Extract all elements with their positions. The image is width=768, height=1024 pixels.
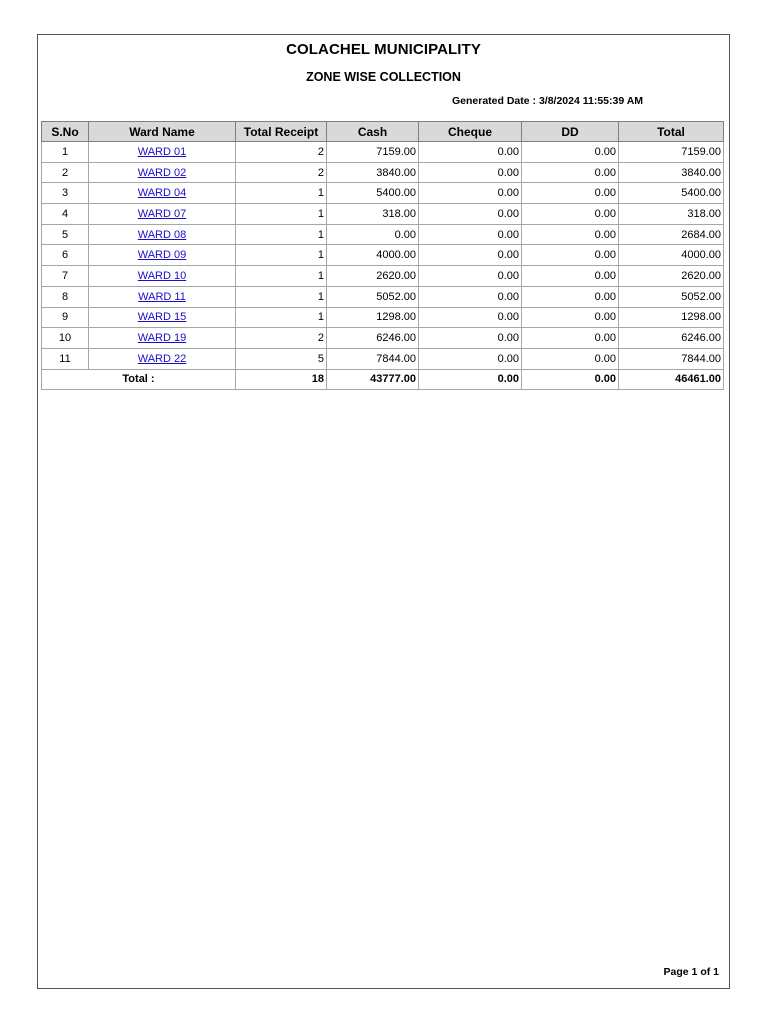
table-row (42, 307, 724, 328)
cell-total: 7159.00 (619, 142, 724, 163)
ward-link[interactable]: WARD 04 (137, 187, 187, 200)
cell-ward-name (89, 245, 236, 266)
cell-ward-name (89, 183, 236, 204)
ward-link[interactable]: WARD 07 (137, 207, 187, 220)
cell-ward-name (89, 286, 236, 307)
report-title: COLACHEL MUNICIPALITY (286, 41, 481, 58)
ward-link[interactable]: WARD 01 (137, 145, 187, 158)
report-subtitle: ZONE WISE COLLECTION (306, 70, 461, 84)
cell-ward-name (89, 142, 236, 163)
cell-cash: 3840.00 (327, 162, 419, 183)
total-cheque: 0.00 (419, 369, 522, 390)
cell-cash: 6246.00 (327, 328, 419, 349)
cell-total-receipt: 1 (236, 245, 327, 266)
table-row (42, 286, 724, 307)
cell-cash: 1298.00 (327, 307, 419, 328)
total-label: Total : (42, 369, 236, 390)
total-row (42, 369, 724, 390)
cell-cheque: 0.00 (419, 183, 522, 204)
cell-total-receipt: 2 (236, 328, 327, 349)
cell-ward-name (89, 307, 236, 328)
cell-total: 2620.00 (619, 266, 724, 287)
table-row (42, 142, 724, 163)
table-row (42, 224, 724, 245)
cell-sno: 8 (42, 286, 89, 307)
cell-ward-name (89, 348, 236, 369)
generated-date: Generated Date : 3/8/2024 11:55:39 AM (452, 95, 644, 107)
cell-ward-name (89, 328, 236, 349)
cell-dd: 0.00 (522, 328, 619, 349)
cell-sno: 11 (42, 348, 89, 369)
cell-total: 318.00 (619, 204, 724, 225)
ward-link[interactable]: WARD 09 (137, 249, 187, 262)
table-row (42, 328, 724, 349)
cell-total-receipt: 2 (236, 162, 327, 183)
cell-total: 6246.00 (619, 328, 724, 349)
cell-sno: 5 (42, 224, 89, 245)
ward-link[interactable]: WARD 19 (137, 332, 187, 345)
cell-cash: 0.00 (327, 224, 419, 245)
cell-cheque: 0.00 (419, 328, 522, 349)
cell-cheque: 0.00 (419, 224, 522, 245)
cell-total-receipt: 1 (236, 286, 327, 307)
cell-total: 2684.00 (619, 224, 724, 245)
total-cash: 43777.00 (327, 369, 419, 390)
cell-dd: 0.00 (522, 224, 619, 245)
cell-cash: 7844.00 (327, 348, 419, 369)
cell-cheque: 0.00 (419, 245, 522, 266)
table-row (42, 245, 724, 266)
table-row (42, 204, 724, 225)
table-row (42, 266, 724, 287)
cell-dd: 0.00 (522, 307, 619, 328)
cell-total: 7844.00 (619, 348, 724, 369)
cell-cash: 5052.00 (327, 286, 419, 307)
cell-sno: 6 (42, 245, 89, 266)
cell-sno: 9 (42, 307, 89, 328)
cell-dd: 0.00 (522, 162, 619, 183)
cell-total-receipt: 5 (236, 348, 327, 369)
total-receipts: 18 (236, 369, 327, 390)
cell-cheque: 0.00 (419, 142, 522, 163)
cell-sno: 3 (42, 183, 89, 204)
cell-ward-name (89, 162, 236, 183)
header-total-receipt: Total Receipt (236, 122, 327, 142)
cell-sno: 7 (42, 266, 89, 287)
cell-total: 5052.00 (619, 286, 724, 307)
cell-cheque: 0.00 (419, 348, 522, 369)
ward-link[interactable]: WARD 08 (137, 228, 187, 241)
cell-cash: 318.00 (327, 204, 419, 225)
cell-ward-name (89, 266, 236, 287)
cell-cheque: 0.00 (419, 286, 522, 307)
cell-total: 1298.00 (619, 307, 724, 328)
cell-sno: 4 (42, 204, 89, 225)
cell-total-receipt: 1 (236, 307, 327, 328)
cell-total: 4000.00 (619, 245, 724, 266)
cell-total: 3840.00 (619, 162, 724, 183)
table-body (42, 142, 724, 370)
cell-cheque: 0.00 (419, 204, 522, 225)
cell-cash: 5400.00 (327, 183, 419, 204)
total-dd: 0.00 (522, 369, 619, 390)
cell-dd: 0.00 (522, 348, 619, 369)
page-number: Page 1 of 1 (663, 966, 719, 978)
cell-dd: 0.00 (522, 204, 619, 225)
header-cheque: Cheque (419, 122, 522, 142)
ward-link[interactable]: WARD 11 (138, 290, 186, 303)
header-sno: S.No (42, 122, 89, 142)
header-ward-name: Ward Name (89, 122, 236, 142)
cell-cheque: 0.00 (419, 162, 522, 183)
cell-total-receipt: 2 (236, 142, 327, 163)
header-dd: DD (522, 122, 619, 142)
cell-dd: 0.00 (522, 142, 619, 163)
cell-total-receipt: 1 (236, 266, 327, 287)
cell-dd: 0.00 (522, 266, 619, 287)
cell-dd: 0.00 (522, 183, 619, 204)
ward-link[interactable]: WARD 10 (137, 269, 187, 282)
cell-ward-name (89, 204, 236, 225)
cell-total-receipt: 1 (236, 224, 327, 245)
total-amount: 46461.00 (619, 369, 724, 390)
cell-cheque: 0.00 (419, 307, 522, 328)
cell-sno: 2 (42, 162, 89, 183)
table-row (42, 183, 724, 204)
cell-ward-name (89, 224, 236, 245)
ward-link[interactable]: WARD 22 (137, 352, 187, 365)
cell-cash: 4000.00 (327, 245, 419, 266)
cell-dd: 0.00 (522, 286, 619, 307)
header-cash: Cash (327, 122, 419, 142)
header-total: Total (619, 122, 724, 142)
table-row (42, 348, 724, 369)
cell-dd: 0.00 (522, 245, 619, 266)
cell-cheque: 0.00 (419, 266, 522, 287)
table-row (42, 162, 724, 183)
cell-cash: 2620.00 (327, 266, 419, 287)
cell-sno: 10 (42, 328, 89, 349)
cell-sno: 1 (42, 142, 89, 163)
report-page (37, 34, 730, 989)
table-header-row (42, 122, 724, 142)
ward-link[interactable]: WARD 15 (137, 311, 187, 324)
ward-link[interactable]: WARD 02 (137, 166, 187, 179)
collection-table (41, 121, 724, 390)
cell-total-receipt: 1 (236, 183, 327, 204)
cell-cash: 7159.00 (327, 142, 419, 163)
cell-total-receipt: 1 (236, 204, 327, 225)
cell-total: 5400.00 (619, 183, 724, 204)
